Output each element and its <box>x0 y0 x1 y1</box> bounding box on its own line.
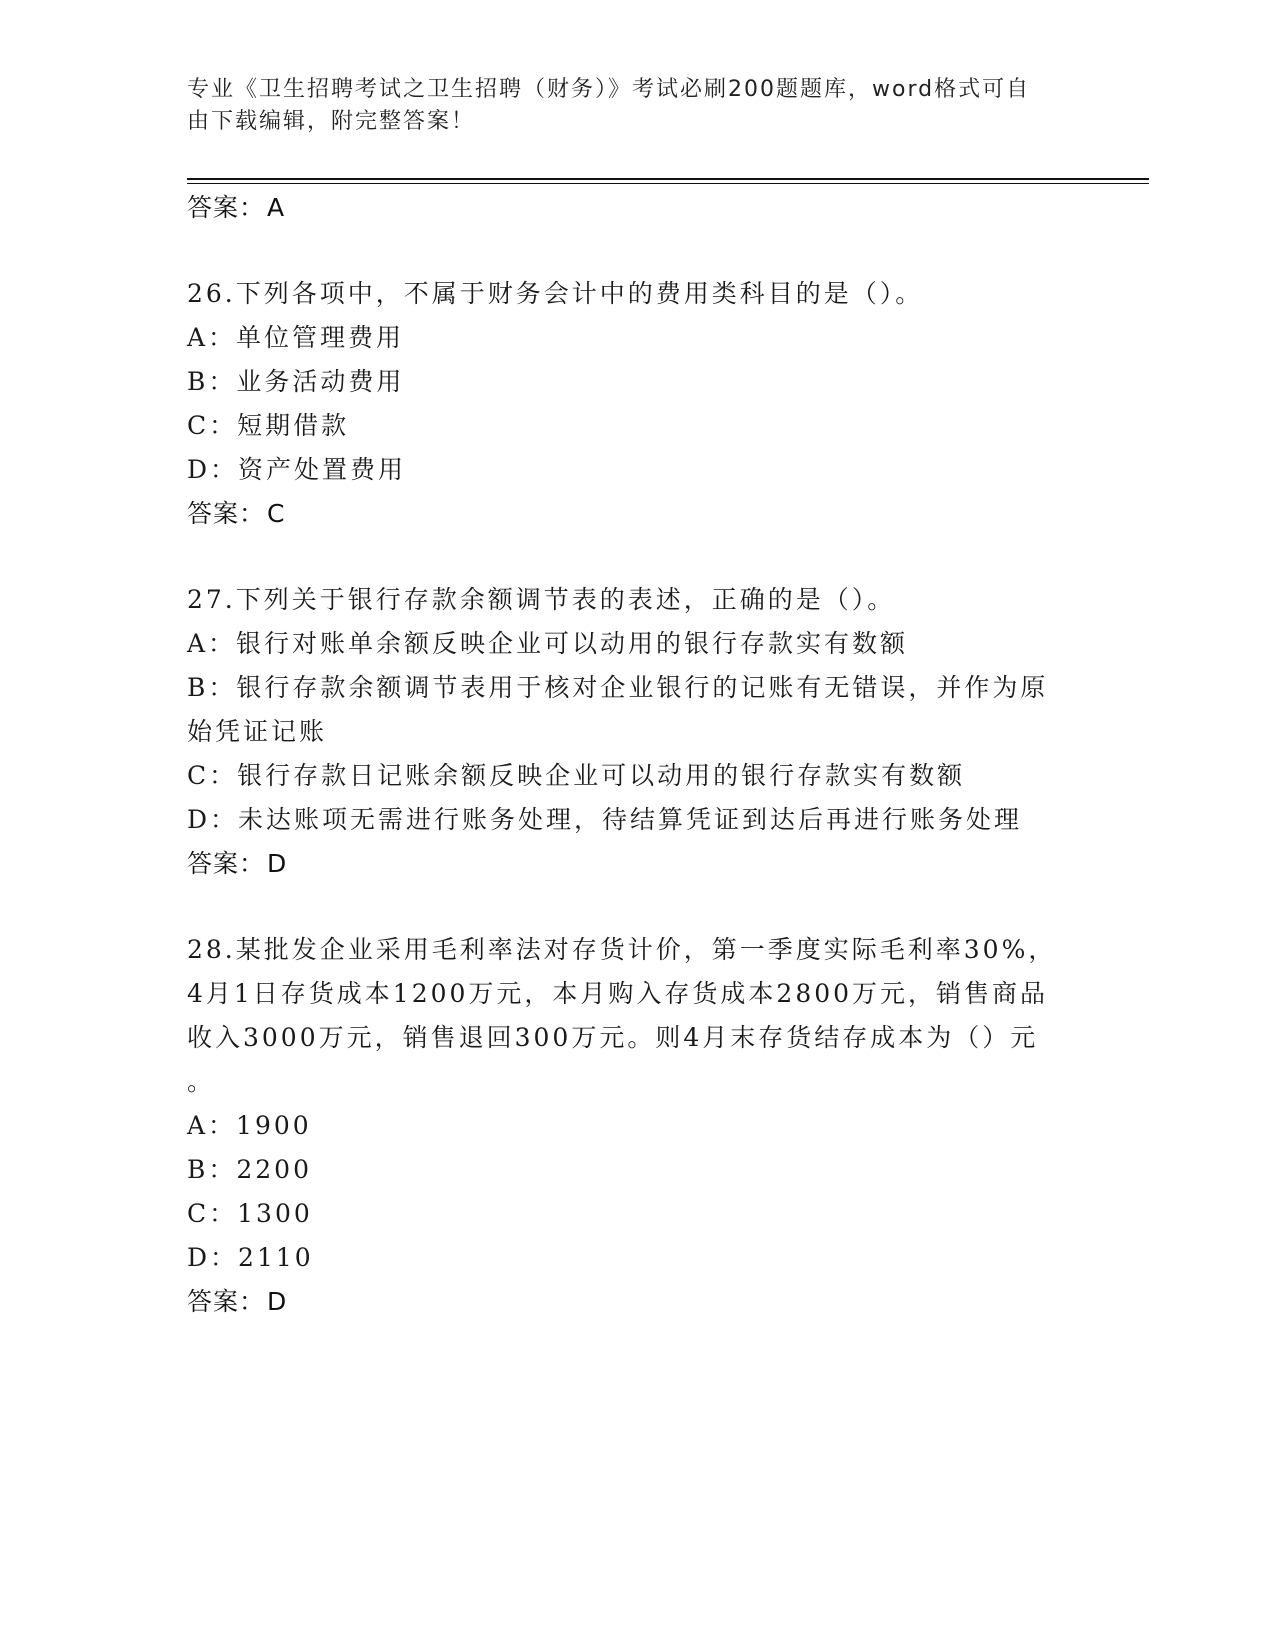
document-header <box>187 74 1067 138</box>
q28-option-b: B：2200 <box>187 1155 312 1184</box>
q28-option-c: C：1300 <box>187 1199 313 1228</box>
q28-answer <box>187 1282 287 1318</box>
q28-stem-line-1: 28.某批发企业采用毛利率法对存货计价，第一季度实际毛利率30%， <box>187 935 1057 964</box>
q27-option-b-line-2: 始凭证记账 <box>187 717 328 746</box>
q27-option-b-line-1: B：银行存款余额调节表用于核对企业银行的记账有无错误，并作为原 <box>187 673 1049 702</box>
answer-value: A <box>267 193 286 222</box>
q28-stem-line-2: 4月1日存货成本1200万元，本月购入存货成本2800万元，销售商品 <box>187 979 1049 1008</box>
header-line-2: 由下载编辑，附完整答案！ <box>187 109 476 134</box>
answer-label: 答案： <box>187 849 266 878</box>
q27-answer <box>187 844 287 880</box>
q26-option-d: D：资产处置费用 <box>187 455 407 484</box>
prev-answer <box>187 188 285 224</box>
q27-option-d: D：未达账项无需进行账务处理，待结算凭证到达后再进行账务处理 <box>187 805 1023 834</box>
answer-label: 答案： <box>187 1287 266 1316</box>
q28-stem-line-4: 。 <box>187 1067 216 1096</box>
q26-option-c: C：短期借款 <box>187 411 350 440</box>
header-rule-thin <box>187 183 1149 184</box>
q27-stem: 27.下列关于银行存款余额调节表的表述，正确的是（）。 <box>187 585 896 614</box>
header-line-1: 专业《卫生招聘考试之卫生招聘（财务）》考试必刷200题题库，word格式可自 <box>187 77 1031 102</box>
answer-value: D <box>267 849 288 878</box>
answer-value: C <box>267 499 286 528</box>
answer-label: 答案： <box>187 193 266 222</box>
header-rule-thick <box>187 178 1149 180</box>
q28-option-d: D：2110 <box>187 1243 314 1272</box>
q26-answer <box>187 494 285 530</box>
q28-option-a: A：1900 <box>187 1111 312 1140</box>
q26-option-b: B：业务活动费用 <box>187 367 405 396</box>
q27-option-c: C：银行存款日记账余额反映企业可以动用的银行存款实有数额 <box>187 761 966 790</box>
q26-stem: 26.下列各项中，不属于财务会计中的费用类科目的是（）。 <box>187 279 924 308</box>
answer-value: D <box>267 1287 288 1316</box>
q27-option-a: A：银行对账单余额反映企业可以动用的银行存款实有数额 <box>187 629 909 658</box>
answer-label: 答案： <box>187 499 266 528</box>
q26-option-a: A：单位管理费用 <box>187 323 405 352</box>
q28-stem-line-3: 收入3000万元，销售退回300万元。则4月末存货结存成本为（）元 <box>187 1023 1039 1052</box>
